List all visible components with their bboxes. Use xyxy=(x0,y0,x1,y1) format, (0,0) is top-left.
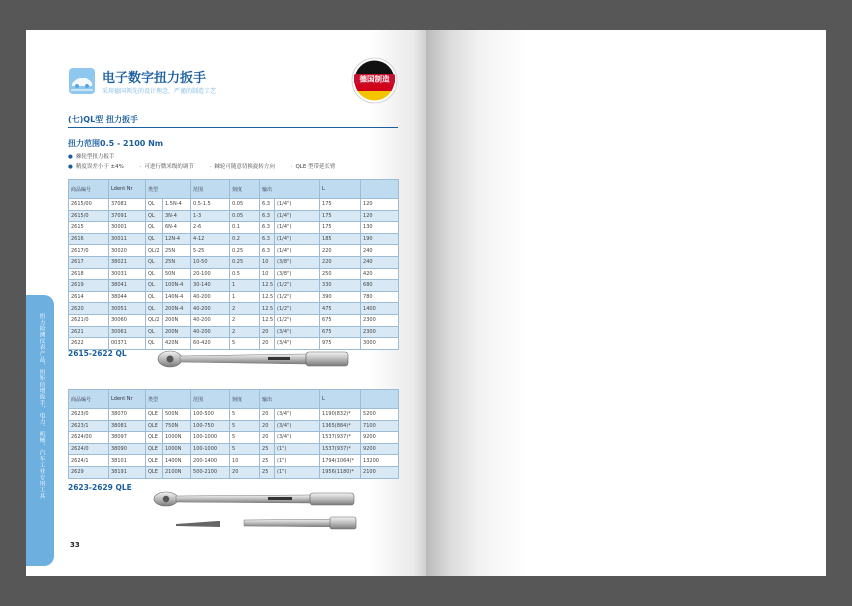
table-cell: QL/2 xyxy=(146,314,163,326)
table-cell: 100-750 xyxy=(191,420,230,432)
table-row xyxy=(69,233,399,245)
table-cell: 100-1000 xyxy=(191,443,230,455)
table-cell: 0.1 xyxy=(230,222,260,234)
table-cell: 2 xyxy=(230,326,260,338)
table-cell: 2621/0 xyxy=(69,314,109,326)
table-header-cell: L xyxy=(320,390,361,409)
table-cell: 12.5 xyxy=(260,291,275,303)
table-cell: 10-50 xyxy=(191,256,230,268)
table-cell: 5 xyxy=(230,420,260,432)
table-row xyxy=(69,210,399,222)
table-cell: 12.5 xyxy=(260,303,275,315)
table-cell: QL xyxy=(146,256,163,268)
table-row xyxy=(69,268,399,280)
table-cell: (1/4") xyxy=(275,210,320,222)
table-cell: 680 xyxy=(361,280,399,292)
table-header-cell xyxy=(361,390,399,409)
table-cell: 6.3 xyxy=(260,222,275,234)
table-cell: 2623/1 xyxy=(69,420,109,432)
table-header-cell: 类型 xyxy=(146,390,191,409)
table-cell: 200N xyxy=(163,314,191,326)
table-header-cell: 输出 xyxy=(260,180,320,199)
table-cell: 185 xyxy=(320,233,361,245)
table-cell: 30020 xyxy=(109,245,146,257)
table-cell: (1") xyxy=(275,466,320,478)
table-cell: 12N-4 xyxy=(163,233,191,245)
section-title: (七)QL型 扭力扳手 xyxy=(68,115,138,124)
table-cell: 60-420 xyxy=(191,338,230,350)
table-cell: QL xyxy=(146,338,163,350)
table-cell: (1/4") xyxy=(275,245,320,257)
bullet-icon: ● xyxy=(68,154,73,160)
table-cell: 3N-4 xyxy=(163,210,191,222)
table-row xyxy=(69,466,399,478)
car-logo-icon xyxy=(69,68,95,94)
category-side-tab xyxy=(26,295,54,566)
table-cell: 38191 xyxy=(109,466,146,478)
table-row xyxy=(69,256,399,268)
table-row xyxy=(69,222,399,234)
table-cell: 9200 xyxy=(361,443,399,455)
table-cell: 220 xyxy=(320,245,361,257)
table-header-row xyxy=(69,180,399,199)
left-page xyxy=(26,30,426,576)
table-cell: 38021 xyxy=(109,256,146,268)
bullet-icon: ● xyxy=(68,164,73,170)
table-cell: 5200 xyxy=(361,409,399,421)
table-cell: 6N-4 xyxy=(163,222,191,234)
table-cell: 30-140 xyxy=(191,280,230,292)
table-cell: (3/4") xyxy=(275,432,320,444)
table-cell: 30011 xyxy=(109,233,146,245)
table-row xyxy=(69,443,399,455)
table-cell: 2618 xyxy=(69,268,109,280)
table-cell: (1") xyxy=(275,455,320,467)
table-cell: 38081 xyxy=(109,420,146,432)
table-header-cell: 范围 xyxy=(191,390,230,409)
table-cell: 38097 xyxy=(109,432,146,444)
table-cell: 1 xyxy=(230,280,260,292)
table-row xyxy=(69,432,399,444)
table-cell: (3/4") xyxy=(275,338,320,350)
table-row xyxy=(69,280,399,292)
table-cell: 25 xyxy=(260,455,275,467)
table-cell: 2617 xyxy=(69,256,109,268)
table-cell: 2622 xyxy=(69,338,109,350)
table-cell: 38090 xyxy=(109,443,146,455)
table-cell: QLE xyxy=(146,420,163,432)
table-cell: (1/4") xyxy=(275,233,320,245)
table-cell: 2617/0 xyxy=(69,245,109,257)
table-cell: 2616 xyxy=(69,233,109,245)
table-cell: QL xyxy=(146,210,163,222)
table-cell: 20 xyxy=(260,420,275,432)
table-cell: 2 xyxy=(230,314,260,326)
table-cell: 6.3 xyxy=(260,210,275,222)
table-row xyxy=(69,303,399,315)
table-cell: 0.05 xyxy=(230,199,260,211)
table-cell: 00371 xyxy=(109,338,146,350)
table-header-cell xyxy=(361,180,399,199)
table-cell: 120 xyxy=(361,210,399,222)
table-cell: 37081 xyxy=(109,199,146,211)
table-cell: 250 xyxy=(320,268,361,280)
model-label-qle: 2623-2629 QLE xyxy=(68,483,132,492)
table-cell: 2615/0 xyxy=(69,210,109,222)
table-cell: 50N xyxy=(163,268,191,280)
table-cell: 0.25 xyxy=(230,256,260,268)
table-cell: QL xyxy=(146,268,163,280)
table-cell: 500N xyxy=(163,409,191,421)
table-cell: (1/2") xyxy=(275,280,320,292)
table-cell: QLE xyxy=(146,455,163,467)
table-cell: 25N xyxy=(163,245,191,257)
table-header-cell: 商品编号 xyxy=(69,180,109,199)
catalog-spread xyxy=(26,30,826,576)
table-cell: 2300 xyxy=(361,314,399,326)
table-cell: (3/4") xyxy=(275,420,320,432)
table-cell: (3/8") xyxy=(275,268,320,280)
table-header-row xyxy=(69,390,399,409)
qle-wrench-image xyxy=(150,490,362,538)
table-cell: 240 xyxy=(361,245,399,257)
table-cell: 0.25 xyxy=(230,245,260,257)
table-cell: 100-500 xyxy=(191,409,230,421)
table-header-cell: Ldent Nr xyxy=(109,180,146,199)
table-cell: 40-200 xyxy=(191,291,230,303)
table-cell: 200N xyxy=(163,326,191,338)
table-cell: 3000 xyxy=(361,338,399,350)
model-label-ql: 2615-2622 QL xyxy=(68,349,127,358)
table-cell: QLE xyxy=(146,409,163,421)
feature-line-1: ● 棘轮型扭力扳手 xyxy=(68,154,115,160)
table-cell: 1956(1180)* xyxy=(320,466,361,478)
table-cell: 420N xyxy=(163,338,191,350)
table-cell: 38044 xyxy=(109,291,146,303)
table-cell: 6.3 xyxy=(260,199,275,211)
table-cell: QLE xyxy=(146,466,163,478)
table-cell: 6.3 xyxy=(260,245,275,257)
table-cell: 175 xyxy=(320,222,361,234)
table-cell: 9200 xyxy=(361,432,399,444)
table-cell: 2624/0 xyxy=(69,443,109,455)
table-cell: (1/2") xyxy=(275,314,320,326)
bullet-icon: · xyxy=(209,164,212,170)
table-cell: 10 xyxy=(260,268,275,280)
table-cell: QL xyxy=(146,199,163,211)
table-cell: 1400 xyxy=(361,303,399,315)
table-cell: 2614 xyxy=(69,291,109,303)
table-cell: 200-1400 xyxy=(191,455,230,467)
table-cell: (1/2") xyxy=(275,291,320,303)
table-cell: 975 xyxy=(320,338,361,350)
table-cell: 38101 xyxy=(109,455,146,467)
table-cell: 5 xyxy=(230,432,260,444)
table-row xyxy=(69,455,399,467)
table-cell: 780 xyxy=(361,291,399,303)
table-header-cell: L xyxy=(320,180,361,199)
table-cell: (1/2") xyxy=(275,303,320,315)
table-cell: 1000N xyxy=(163,443,191,455)
table-cell: 20-100 xyxy=(191,268,230,280)
table-cell: (3/8") xyxy=(275,256,320,268)
table-cell: 25 xyxy=(260,443,275,455)
table-cell: 1 xyxy=(230,291,260,303)
table-cell: 40-200 xyxy=(191,314,230,326)
page-title: 电子数字扭力扳手 xyxy=(102,71,207,86)
table-cell: QL xyxy=(146,280,163,292)
table-cell: 2100 xyxy=(361,466,399,478)
bullet-icon: · xyxy=(139,164,142,170)
table-cell: 30060 xyxy=(109,314,146,326)
table-cell: 40-200 xyxy=(191,303,230,315)
table-cell: 100-1000 xyxy=(191,432,230,444)
table-cell: 2100N xyxy=(163,466,191,478)
table-cell: (1/4") xyxy=(275,199,320,211)
made-in-germany-badge xyxy=(351,57,398,104)
table-cell: 240 xyxy=(361,256,399,268)
table-cell: 500-2100 xyxy=(191,466,230,478)
table-cell: 475 xyxy=(320,303,361,315)
torque-range-title: 扭力范围0.5 - 2100 Nm xyxy=(68,139,164,148)
table-header-cell: 商品编号 xyxy=(69,390,109,409)
table-cell: 100N-4 xyxy=(163,280,191,292)
table-cell: QL/2 xyxy=(146,245,163,257)
table-cell: 1-3 xyxy=(191,210,230,222)
table-cell: 20 xyxy=(260,409,275,421)
table-cell: 2620 xyxy=(69,303,109,315)
table-cell: 30061 xyxy=(109,326,146,338)
table-cell: 2300 xyxy=(361,326,399,338)
table-cell: 30031 xyxy=(109,268,146,280)
table-cell: 1794(1064)* xyxy=(320,455,361,467)
table-cell: 30001 xyxy=(109,222,146,234)
table-cell: 675 xyxy=(320,326,361,338)
table-cell: 12.5 xyxy=(260,314,275,326)
table-cell: 20 xyxy=(230,466,260,478)
table-cell: QLE xyxy=(146,443,163,455)
table-cell: 6.3 xyxy=(260,233,275,245)
table-cell: 25 xyxy=(260,466,275,478)
table-cell: 1365(884)* xyxy=(320,420,361,432)
table-header-cell: 输出 xyxy=(260,390,320,409)
feature-line-2: ● 精度误差小于 ±4% · 可进行微米级的调节 · 棘轮可随意切换旋转方向 · QLE 型带延长臂 xyxy=(68,164,336,170)
table-cell: 38041 xyxy=(109,280,146,292)
table-cell: 140N-4 xyxy=(163,291,191,303)
table-row xyxy=(69,199,399,211)
table-cell: 0.05 xyxy=(230,210,260,222)
table-cell: 7100 xyxy=(361,420,399,432)
table-cell: 175 xyxy=(320,199,361,211)
table-cell: 2615 xyxy=(69,222,109,234)
table-cell: 390 xyxy=(320,291,361,303)
table-cell: 20 xyxy=(260,432,275,444)
table-cell: 2623/0 xyxy=(69,409,109,421)
table-cell: 2615/00 xyxy=(69,199,109,211)
side-tab-text: 扭力检测仪表产品，扭矩倍增扳手，电力、机械、汽车工业专用工具 xyxy=(38,313,44,499)
table-cell: 20 xyxy=(260,326,275,338)
table-row xyxy=(69,409,399,421)
table-cell: 13200 xyxy=(361,455,399,467)
table-cell: 675 xyxy=(320,314,361,326)
table-cell: 2 xyxy=(230,303,260,315)
table-cell: 2621 xyxy=(69,326,109,338)
table-cell: 5 xyxy=(230,443,260,455)
table-cell: (3/4") xyxy=(275,326,320,338)
table-cell: 2629 xyxy=(69,466,109,478)
qle-spec-table xyxy=(68,389,399,479)
table-cell: 750N xyxy=(163,420,191,432)
table-cell: 1190(832)* xyxy=(320,409,361,421)
table-cell: 5 xyxy=(230,409,260,421)
table-cell: 0.5 xyxy=(230,268,260,280)
table-row xyxy=(69,326,399,338)
table-cell: 1537(937)* xyxy=(320,432,361,444)
table-cell: 0.5-1.5 xyxy=(191,199,230,211)
table-cell: 190 xyxy=(361,233,399,245)
table-cell: 1400N xyxy=(163,455,191,467)
table-row xyxy=(69,314,399,326)
table-cell: QL xyxy=(146,326,163,338)
table-header-cell: Ldent Nr xyxy=(109,390,146,409)
table-cell: 38070 xyxy=(109,409,146,421)
table-cell: 175 xyxy=(320,210,361,222)
table-cell: 130 xyxy=(361,222,399,234)
table-cell: 2624/00 xyxy=(69,432,109,444)
table-cell: 2624/1 xyxy=(69,455,109,467)
ql-wrench-image xyxy=(156,348,356,370)
table-cell: 5-25 xyxy=(191,245,230,257)
table-row xyxy=(69,291,399,303)
table-cell: 120 xyxy=(361,199,399,211)
table-cell: QL xyxy=(146,303,163,315)
right-page-blank xyxy=(426,30,826,576)
table-cell: 37091 xyxy=(109,210,146,222)
bullet-icon: · xyxy=(290,164,293,170)
table-cell: 0.2 xyxy=(230,233,260,245)
table-cell: (1/4") xyxy=(275,222,320,234)
table-cell: (3/4") xyxy=(275,409,320,421)
table-cell: QLE xyxy=(146,432,163,444)
table-cell: QL xyxy=(146,291,163,303)
table-cell: 40-200 xyxy=(191,326,230,338)
table-header-cell: 类型 xyxy=(146,180,191,199)
page-number: 33 xyxy=(70,541,80,549)
table-cell: 420 xyxy=(361,268,399,280)
table-cell: 5 xyxy=(230,338,260,350)
table-cell: 10 xyxy=(260,256,275,268)
table-cell: 10 xyxy=(230,455,260,467)
table-cell: 1.5N-4 xyxy=(163,199,191,211)
table-cell: QL xyxy=(146,233,163,245)
table-cell: 25N xyxy=(163,256,191,268)
table-cell: 1000N xyxy=(163,432,191,444)
badge-label: 德国制造 xyxy=(359,74,390,84)
table-cell: 12.5 xyxy=(260,280,275,292)
table-header-cell: 刻度 xyxy=(230,390,260,409)
table-row xyxy=(69,245,399,257)
table-cell: 1537(937)* xyxy=(320,443,361,455)
table-cell: 4-12 xyxy=(191,233,230,245)
table-cell: 330 xyxy=(320,280,361,292)
table-cell: 20 xyxy=(260,338,275,350)
table-cell: 200N-4 xyxy=(163,303,191,315)
page-subtitle: 采用德国领先的设计理念，严谨的制造工艺 xyxy=(102,88,217,95)
ql-spec-table xyxy=(68,179,399,350)
table-header-cell: 刻度 xyxy=(230,180,260,199)
table-row xyxy=(69,420,399,432)
table-cell: 30051 xyxy=(109,303,146,315)
table-cell: 220 xyxy=(320,256,361,268)
table-cell: 2-6 xyxy=(191,222,230,234)
table-cell: (1") xyxy=(275,443,320,455)
table-header-cell: 范围 xyxy=(191,180,230,199)
table-cell: QL xyxy=(146,222,163,234)
section-divider xyxy=(68,127,398,128)
table-cell: 2619 xyxy=(69,280,109,292)
